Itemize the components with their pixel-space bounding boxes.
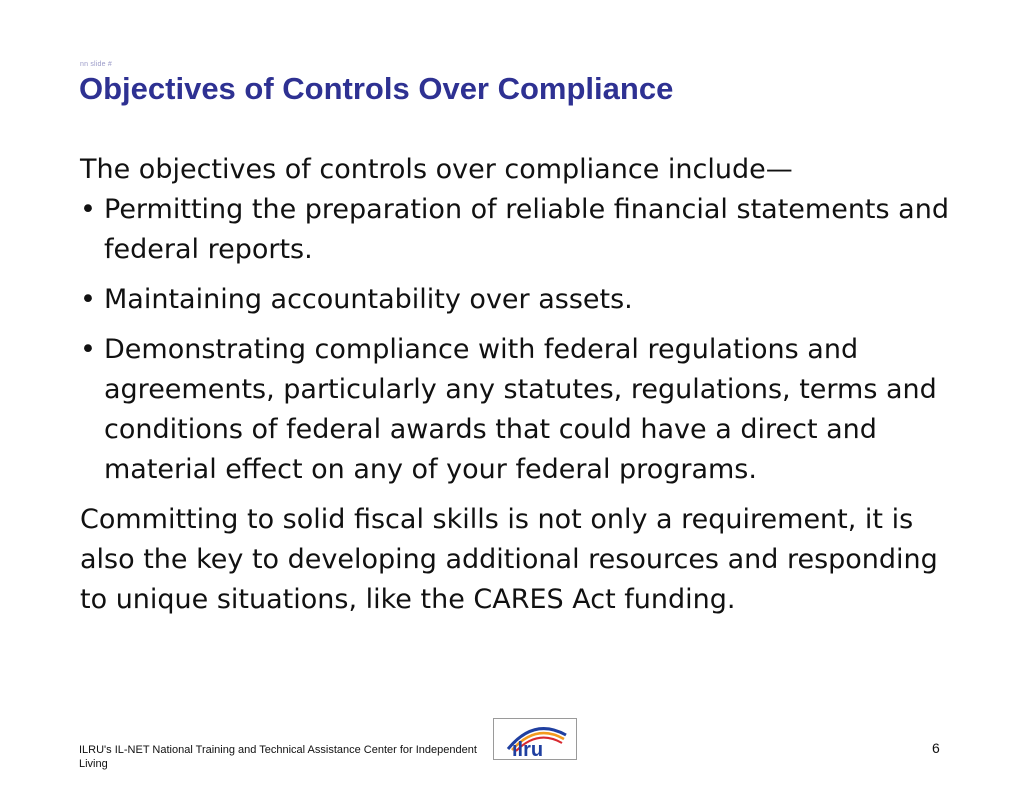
bullet-icon: • xyxy=(80,194,96,225)
bullet-item xyxy=(80,190,960,270)
bullet-icon: • xyxy=(80,334,96,365)
page-number: 6 xyxy=(932,740,940,756)
bullet-text: Maintaining accountability over assets. xyxy=(104,284,633,315)
slide-body xyxy=(80,150,960,620)
intro-text: The objectives of controls over compliance include— xyxy=(80,154,793,185)
bullet-item xyxy=(80,280,960,320)
bullet-text: Demonstrating compliance with federal regulations and agreements, particularly any statutes, regulations, terms and conditions of federal awards that could have a direct and material effect on any of your federal programs. xyxy=(104,334,937,485)
bullet-item xyxy=(80,330,960,490)
slide-tag: nn slide # xyxy=(80,61,112,68)
closing-text: Committing to solid fiscal skills is not only a requirement, it is also the key to developing additional resources and responding to unique situations, like the CARES Act funding. xyxy=(80,504,938,615)
bullet-text: Permitting the preparation of reliable financial statements and federal reports. xyxy=(104,194,949,265)
footer-organization: ILRU's IL-NET National Training and Technical Assistance Center for Independent Living xyxy=(79,744,477,770)
slide-title: Objectives of Controls Over Compliance xyxy=(79,71,674,106)
bullet-list xyxy=(80,190,960,490)
logo-text: ilru xyxy=(512,739,544,760)
ilru-logo xyxy=(493,718,577,760)
bullet-icon: • xyxy=(80,284,96,315)
ilru-logo-icon xyxy=(494,719,577,760)
